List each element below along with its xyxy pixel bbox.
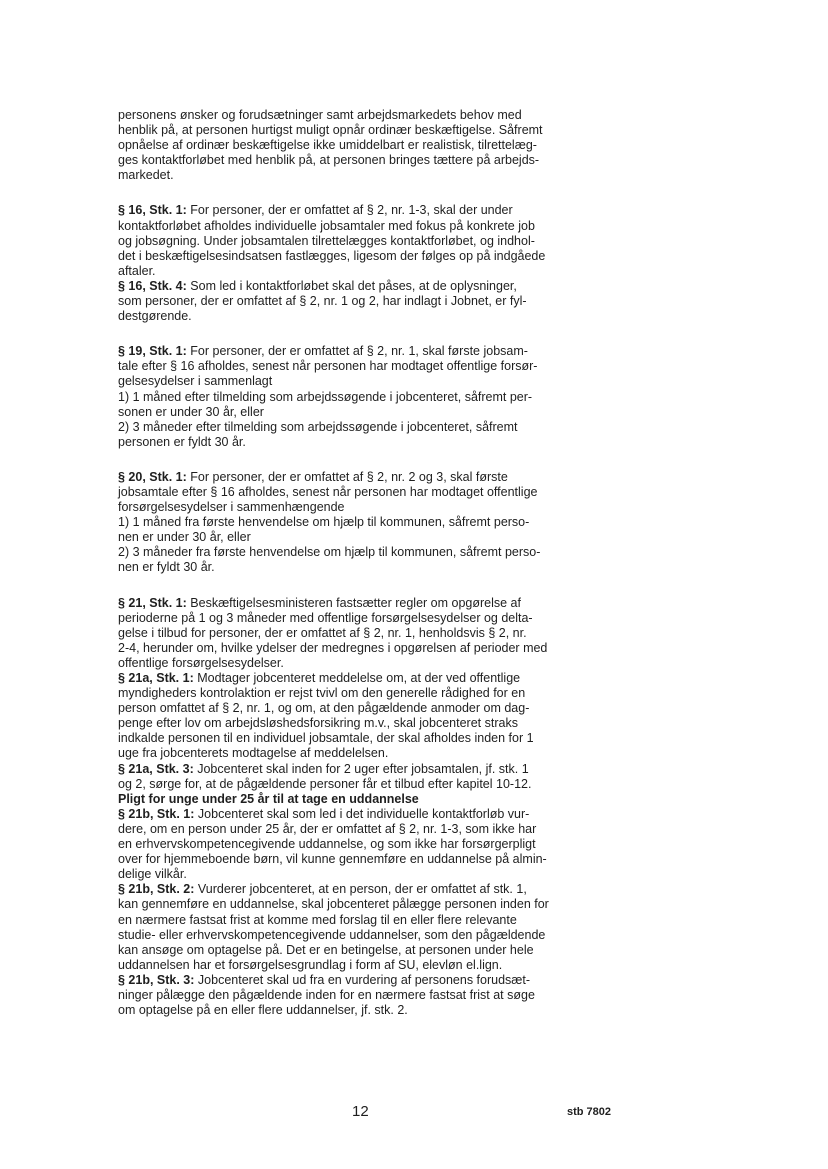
- text-line: markedet.: [118, 168, 174, 183]
- text-line: tale efter § 16 afholdes, senest når personen har modtaget offentlige forsør-: [118, 359, 538, 374]
- text-span: Som led i kontaktforløbet skal det påses, at de oplysninger,: [190, 278, 517, 293]
- text-line: 2) 3 måneder efter tilmelding som arbejdssøgende i jobcenteret, såfremt: [118, 419, 518, 434]
- section-reference: § 21a, Stk. 3:: [118, 761, 194, 776]
- text-line: studie- eller erhvervskompetencegivende uddannelser, som den pågældende: [118, 927, 546, 942]
- section-reference: § 16, Stk. 1:: [118, 203, 187, 218]
- section-heading: Pligt for unge under 25 år til at tage en uddannelse: [118, 791, 419, 806]
- text-line: myndigheders kontrolaktion er rejst tvivl om den generelle rådighed for en: [118, 686, 526, 701]
- text-line: gelse i tilbud for personer, der er omfattet af § 2, nr. 1, henholdsvis § 2, nr.: [118, 625, 527, 640]
- text-line: ges kontaktforløbet med henblik på, at personen bringes tættere på arbejds-: [118, 153, 540, 168]
- document-body: [118, 108, 638, 1018]
- section-reference: § 21, Stk. 1:: [118, 595, 187, 610]
- paragraph-section-16: [118, 203, 638, 324]
- section-reference: § 21b, Stk. 2:: [118, 882, 195, 897]
- text-line: aftaler.: [118, 263, 156, 278]
- text-line: kan gennemføre en uddannelse, skal jobcenteret pålægge personen inden for: [118, 897, 549, 912]
- text-line: [118, 807, 638, 822]
- text-line: det i beskæftigelsesindsatsen fastlægges, ligesom der følges op på indgåede: [118, 248, 546, 263]
- text-line: uge fra jobcenterets modtagelse af meddelelsen.: [118, 746, 389, 761]
- text-line: [118, 596, 638, 611]
- text-span: Jobcenteret skal ud fra en vurdering af personens forudsæt-: [197, 972, 531, 987]
- text-line: dere, om en person under 25 år, der er omfattet af § 2, nr. 1-3, som ikke har: [118, 821, 537, 836]
- section-reference: § 21b, Stk. 3:: [118, 972, 195, 987]
- text-line: person omfattet af § 2, nr. 1, og om, at den pågældende anmoder om dag-: [118, 701, 530, 716]
- text-line: om optagelse på en eller flere uddannelser, jf. stk. 2.: [118, 1003, 408, 1018]
- text-span: Beskæftigelsesministeren fastsætter regler om opgørelse af: [190, 595, 521, 610]
- text-line: delige vilkår.: [118, 867, 187, 882]
- text-line: penge efter lov om arbejdsløshedsforsikring m.v., skal jobcenteret straks: [118, 716, 518, 731]
- text-line: 2-4, herunder om, hvilke ydelser der medregnes i opgørelsen af perioder med: [118, 640, 548, 655]
- text-line: [118, 882, 638, 897]
- text-span: Modtager jobcenteret meddelelse om, at der ved offentlige: [197, 671, 521, 685]
- text-line: kan ansøge om optagelse på. Det er en betingelse, at personen under hele: [118, 942, 534, 957]
- text-line: og 2, sørge for, at de pågældende personer får et tilbud efter kapitel 10-12.: [118, 776, 532, 791]
- section-reference: § 21b, Stk. 1:: [118, 806, 195, 821]
- text-line: [118, 973, 638, 988]
- text-line: [118, 671, 638, 686]
- text-span: Vurderer jobcenteret, at en person, der er omfattet af stk. 1,: [197, 882, 527, 897]
- text-line: offentlige forsørgelsesydelser.: [118, 655, 284, 670]
- text-line: indkalde personen til en individuel jobsamtale, der skal afholdes inden for 1: [118, 731, 534, 746]
- text-line: og jobsøgning. Under jobsamtalen tilrettelægges kontaktforløbet, og indhol-: [118, 233, 535, 248]
- text-line: nen er under 30 år, eller: [118, 530, 251, 545]
- section-reference: § 20, Stk. 1:: [118, 469, 187, 484]
- paragraph-section-20: [118, 470, 638, 576]
- text-span: For personer, der er omfattet af § 2, nr. 1, skal første jobsam-: [190, 344, 528, 359]
- text-line: [118, 470, 638, 485]
- text-line: [118, 344, 638, 359]
- paragraph-section-19: [118, 344, 638, 450]
- text-line: personen er fyldt 30 år.: [118, 434, 246, 449]
- text-span: Jobcenteret skal inden for 2 uger efter jobsamtalen, jf. stk. 1: [197, 761, 529, 776]
- text-line: destgørende.: [118, 309, 192, 324]
- text-line: sonen er under 30 år, eller: [118, 404, 264, 419]
- text-line: nen er fyldt 30 år.: [118, 560, 215, 575]
- text-line: [118, 279, 638, 294]
- text-line: 2) 3 måneder fra første henvendelse om hjælp til kommunen, såfremt perso-: [118, 545, 541, 560]
- text-span: Jobcenteret skal som led i det individuelle kontaktforløb vur-: [197, 806, 530, 821]
- text-line: [118, 203, 638, 218]
- text-line: henblik på, at personen hurtigst muligt opnår ordinær beskæftigelse. Såfremt: [118, 123, 543, 138]
- text-line: forsørgelsesydelser i sammenhængende: [118, 500, 345, 515]
- text-line: en erhvervskompetencegivende uddannelse, og som ikke har forsørgerpligt: [118, 837, 536, 852]
- text-line: jobsamtale efter § 16 afholdes, senest når personen har modtaget offentlige: [118, 484, 538, 499]
- page-number: 12: [352, 1103, 369, 1120]
- section-reference: § 19, Stk. 1:: [118, 344, 187, 359]
- document-code: stb 7802: [567, 1106, 612, 1118]
- text-line: 1) 1 måned fra første henvendelse om hjælp til kommunen, såfremt perso-: [118, 515, 530, 530]
- text-line: kontaktforløbet afholdes individuelle jobsamtaler med fokus på konkrete job: [118, 218, 535, 233]
- text-line: ninger pålægge den pågældende inden for en nærmere fastsat frist at søge: [118, 987, 535, 1002]
- text-line: [118, 762, 638, 777]
- text-line: en nærmere fastsat frist at komme med forslag til en eller flere relevante: [118, 912, 517, 927]
- paragraph-section-21: [118, 596, 638, 1019]
- text-line: som personer, der er omfattet af § 2, nr. 1 og 2, har indlagt i Jobnet, er fyl-: [118, 294, 527, 309]
- text-line: 1) 1 måned efter tilmelding som arbejdssøgende i jobcenteret, såfremt per-: [118, 389, 533, 404]
- text-span: For personer, der er omfattet af § 2, nr. 1-3, skal der under: [190, 203, 513, 218]
- text-line: over for hjemmeboende børn, vil kunne gennemføre en uddannelse på almin-: [118, 852, 547, 867]
- text-line: gelsesydelser i sammenlagt: [118, 374, 273, 389]
- section-reference: § 16, Stk. 4:: [118, 278, 187, 293]
- text-span: For personer, der er omfattet af § 2, nr. 2 og 3, skal første: [190, 469, 508, 484]
- section-reference: § 21a, Stk. 1:: [118, 671, 194, 685]
- text-line: personens ønsker og forudsætninger samt arbejdsmarkedets behov med: [118, 108, 522, 122]
- text-line: uddannelsen har et forsørgelsesgrundlag i form af SU, elevløn el.lign.: [118, 957, 503, 972]
- paragraph-intro: [118, 108, 638, 183]
- text-line: opnåelse af ordinær beskæftigelse ikke umiddelbart er realistisk, tilrettelæg-: [118, 138, 537, 153]
- text-line: perioderne på 1 og 3 måneder med offentlige forsørgelsesydelser og delta-: [118, 610, 533, 625]
